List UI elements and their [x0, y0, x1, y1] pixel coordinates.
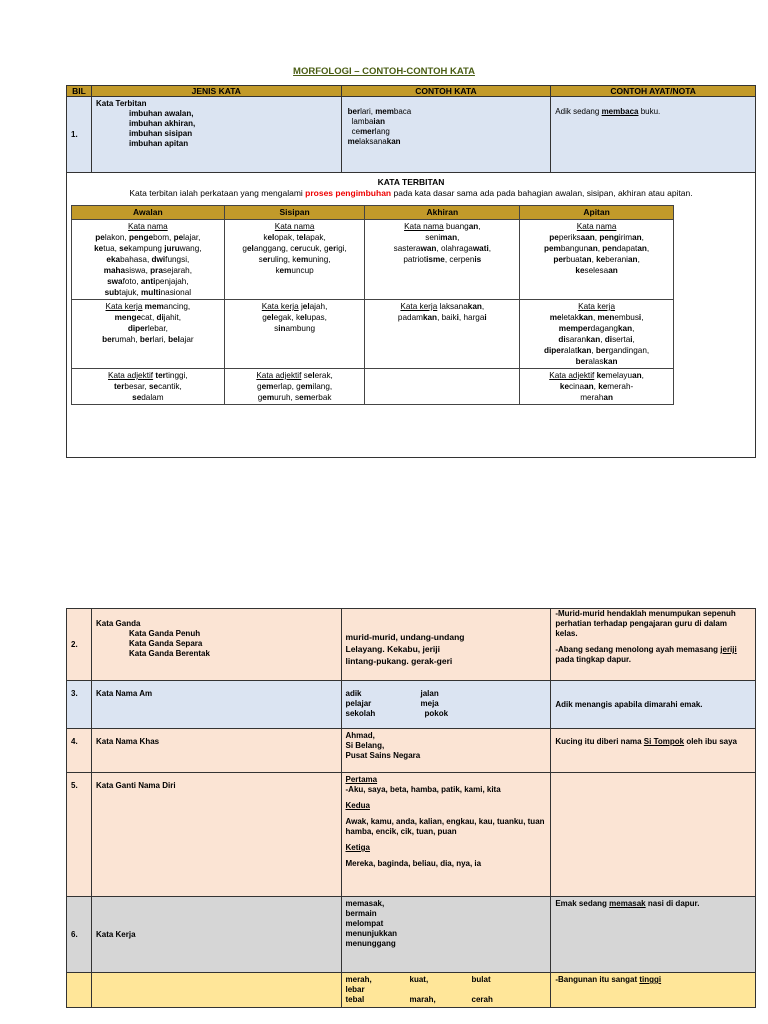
- row-6-word: memasak,: [345, 899, 385, 908]
- row-5-bil: 5.: [67, 773, 92, 897]
- row-2-item: Kata Ganda Penuh: [128, 629, 201, 638]
- row-7-word: bulat: [471, 975, 491, 984]
- label-kata-nama: Kata nama: [404, 222, 444, 231]
- row-5-jenis: Kata Ganti Nama Diri: [91, 773, 341, 897]
- row-4-word: Ahmad,: [345, 731, 375, 740]
- row-4-jenis: Kata Nama Khas: [91, 729, 341, 773]
- row-6-bil: 6.: [67, 897, 92, 973]
- label-kata-adjektif: Kata adjektif: [256, 371, 302, 380]
- akhiran-kata-adjektif: [365, 369, 520, 405]
- row-6-word: melompat: [345, 919, 384, 928]
- row-2-item: Kata Ganda Berentak: [128, 649, 210, 658]
- page-title: MORFOLOGI – CONTOH-CONTOH KATA: [293, 66, 475, 77]
- row-3-word: pokok: [424, 709, 449, 718]
- akhiran-kata-nama: Kata nama buangan, seniman, sasterawan, olahragawati, patriotisme, cerpenis: [365, 220, 520, 300]
- row-1-ayat-text: Adik sedang: [555, 107, 602, 116]
- row-5-heading-ketiga: Ketiga: [345, 843, 370, 852]
- row-1-ayat-end: buku.: [638, 107, 661, 116]
- header-contoh-kata: CONTOH KATA: [341, 86, 551, 97]
- row-3-word: pelajar: [345, 699, 372, 708]
- label-kata-nama: Kata nama: [576, 222, 617, 231]
- row-7-word: tebal: [345, 995, 365, 1004]
- contoh-berlari: berlari, membaca: [347, 107, 412, 116]
- row-1-jenis-title: Kata Terbitan: [95, 99, 147, 108]
- row-6-jenis: Kata Kerja: [91, 897, 341, 973]
- row-2-ayat-1: -Murid-murid hendaklah menumpukan sepenuh perhatian terhadap pengajaran guru di dalam kelas.: [555, 609, 736, 638]
- row-1-bil: 1.: [67, 97, 92, 173]
- awalan-kata-adjektif: Kata adjektif tertinggi, terbesar, secantik, sedalam: [72, 369, 225, 405]
- row-1-item: imbuhan sisipan: [128, 129, 193, 138]
- row-2-ayat-word: jeriji: [720, 645, 737, 654]
- apitan-kata-adjektif: Kata adjektif kemelayuan, kecinaan, kemerah- merahan: [520, 369, 674, 405]
- row-4-ayat: [551, 729, 756, 773]
- row-1-contoh: [341, 97, 551, 173]
- row-2-bil: 2.: [67, 609, 92, 681]
- row-6-ayat: [551, 897, 756, 973]
- row-5-contoh: [341, 773, 551, 897]
- row-1-ayat-word: membaca: [601, 107, 639, 116]
- jenis-kata-table: [66, 608, 756, 1008]
- row-7-word: marah,: [409, 995, 436, 1004]
- row-2-contoh-line: lintang-pukang. gerak-geri: [345, 656, 453, 666]
- row-1-item: imbuhan awalan,: [128, 109, 194, 118]
- row-7-word: lebar: [345, 985, 365, 994]
- row-6-contoh: [341, 897, 551, 973]
- row-3-contoh: [341, 681, 551, 729]
- label-kata-nama: Kata nama: [128, 222, 168, 231]
- row-4-ayat-end: oleh ibu saya: [684, 737, 737, 746]
- row-6-ayat-word: memasak: [609, 899, 646, 908]
- header-sisipan: Sisipan: [224, 206, 365, 220]
- row-3-ayat: Adik menangis apabila dimarahi emak.: [551, 681, 756, 729]
- row-1-item: imbuhan akhiran,: [128, 119, 196, 128]
- section-text: [67, 187, 755, 199]
- contoh-lambaian: lambaian: [351, 117, 385, 126]
- sisipan-kata-nama: Kata nama kelopak, telapak, gelanggang, cerucuk, gerigi, seruling, kemuning, kemuncup: [224, 220, 365, 300]
- row-3-word: meja: [420, 699, 439, 708]
- imbuhan-table: [71, 205, 674, 405]
- row-5-ayat: [551, 773, 756, 897]
- row-2-ayat: [551, 609, 756, 681]
- contoh-cemerlang: cemerlang: [351, 127, 390, 136]
- row-3-jenis: Kata Nama Am: [91, 681, 341, 729]
- header-bil: BIL: [67, 86, 92, 97]
- section-text-highlight: proses pengimbuhan: [305, 188, 392, 198]
- label-kata-kerja: Kata kerja: [105, 302, 143, 311]
- row-5-list-kedua: Awak, kamu, anda, kalian, engkau, kau, tuanku, tuan hamba, encik, cik, tuan, puan: [345, 817, 545, 836]
- row-7-word: merah,: [345, 975, 372, 984]
- sisipan-kata-kerja: Kata kerja jelajah, gelegak, kelupas, sinambung: [224, 300, 365, 369]
- label-kata-adjektif: Kata adjektif: [108, 371, 154, 380]
- awalan-kata-kerja: Kata kerja memancing, mengecat, dijahit, diperlebar, berumah, berlari, belajar: [72, 300, 225, 369]
- row-7-word: cerah: [471, 995, 493, 1004]
- row-7-jenis: [91, 973, 341, 1008]
- header-apitan: Apitan: [520, 206, 674, 220]
- row-2-contoh: [341, 609, 551, 681]
- label-kata-adjektif: Kata adjektif: [549, 371, 595, 380]
- row-7-word: kuat,: [409, 975, 429, 984]
- label-kata-kerja: Kata kerja: [578, 302, 616, 311]
- row-7-ayat-text: -Bangunan itu sangat: [555, 975, 640, 984]
- apitan-kata-kerja: Kata kerja meletakkan, menembusi, memperdagangkan, disarankan, disertai, diperalatkan, bergandingan, beralaskan: [520, 300, 674, 369]
- awalan-kata-nama: Kata nama pelakon, pengebom, pelajar, ketua, sekampung juruwang, ekabahasa, dwifungsi, mahasiswa, prasejarah, swafoto, antipenjajah, subtajuk, multinasional: [72, 220, 225, 300]
- row-3-word: jalan: [420, 689, 439, 698]
- row-4-word: Si Belang,: [345, 741, 385, 750]
- contoh-melaksanakan: melaksanakan: [347, 137, 401, 146]
- row-3-word: adik: [345, 689, 362, 698]
- row-3-word: sekolah: [345, 709, 376, 718]
- akhiran-kata-kerja: Kata kerja laksanakan, padamkan, baiki, hargai: [365, 300, 520, 369]
- sisipan-kata-adjektif: Kata adjektif selerak, gemerlap, gemilang, gemuruh, semerbak: [224, 369, 365, 405]
- row-2-ayat-2: -Abang sedang menolong ayah memasang: [555, 645, 721, 654]
- section-heading: KATA TERBITAN: [377, 177, 445, 187]
- row-2-contoh-line: murid-murid, undang-undang: [345, 632, 465, 642]
- section-text-2: pada kata dasar sama ada pada bahagian awalan, sisipan, akhiran atau apitan.: [391, 188, 693, 198]
- apitan-kata-nama: Kata nama peperiksaan, pengiriman, pembangunan, pendapatan, perbuatan, keberanian, keselesaan: [520, 220, 674, 300]
- row-4-ayat-text: Kucing itu diberi nama: [555, 737, 644, 746]
- row-6-word: menunjukkan: [345, 929, 398, 938]
- row-4-bil: 4.: [67, 729, 92, 773]
- row-6-ayat-end: nasi di dapur.: [645, 899, 700, 908]
- row-7-contoh: [341, 973, 551, 1008]
- row-7-bil: [67, 973, 92, 1008]
- row-4-ayat-word: Si Tompok: [643, 737, 685, 746]
- header-contoh-ayat: CONTOH AYAT/NOTA: [551, 86, 756, 97]
- header-awalan: Awalan: [72, 206, 225, 220]
- row-2-item: Kata Ganda Separa: [128, 639, 203, 648]
- row-1-jenis: [91, 97, 341, 173]
- row-2-title: Kata Ganda: [95, 619, 141, 628]
- row-2-jenis: [91, 609, 341, 681]
- kata-terbitan-table: [66, 85, 756, 458]
- row-6-ayat-text: Emak sedang: [555, 899, 610, 908]
- row-1-item: imbuhan apitan: [128, 139, 189, 148]
- row-2-contoh-line: Lelayang. Kekabu, jeriji: [345, 644, 440, 654]
- row-4-word: Pusat Sains Negara: [345, 751, 421, 760]
- kata-terbitan-section: [67, 173, 756, 458]
- row-7-ayat-word: tinggi: [639, 975, 662, 984]
- label-kata-kerja: Kata kerja: [400, 302, 438, 311]
- header-akhiran: Akhiran: [365, 206, 520, 220]
- section-text-1: Kata terbitan ialah perkataan yang mengalami: [129, 188, 306, 198]
- label-kata-nama: Kata nama: [274, 222, 315, 231]
- row-4-contoh: [341, 729, 551, 773]
- row-6-word: menunggang: [345, 939, 396, 948]
- row-2-ayat-2-end: pada tingkap dapur.: [555, 655, 631, 664]
- row-1-ayat: [551, 97, 756, 173]
- row-7-ayat: [551, 973, 756, 1008]
- header-jenis-kata: JENIS KATA: [91, 86, 341, 97]
- row-5-heading-pertama: Pertama: [345, 775, 378, 784]
- row-5-heading-kedua: Kedua: [345, 801, 370, 810]
- label-kata-kerja: Kata kerja: [261, 302, 299, 311]
- row-5-list-pertama: -Aku, saya, beta, hamba, patik, kami, kita: [345, 785, 501, 794]
- row-3-bil: 3.: [67, 681, 92, 729]
- row-5-list-ketiga: Mereka, baginda, beliau, dia, nya, ia: [345, 859, 482, 868]
- row-6-word: bermain: [345, 909, 377, 918]
